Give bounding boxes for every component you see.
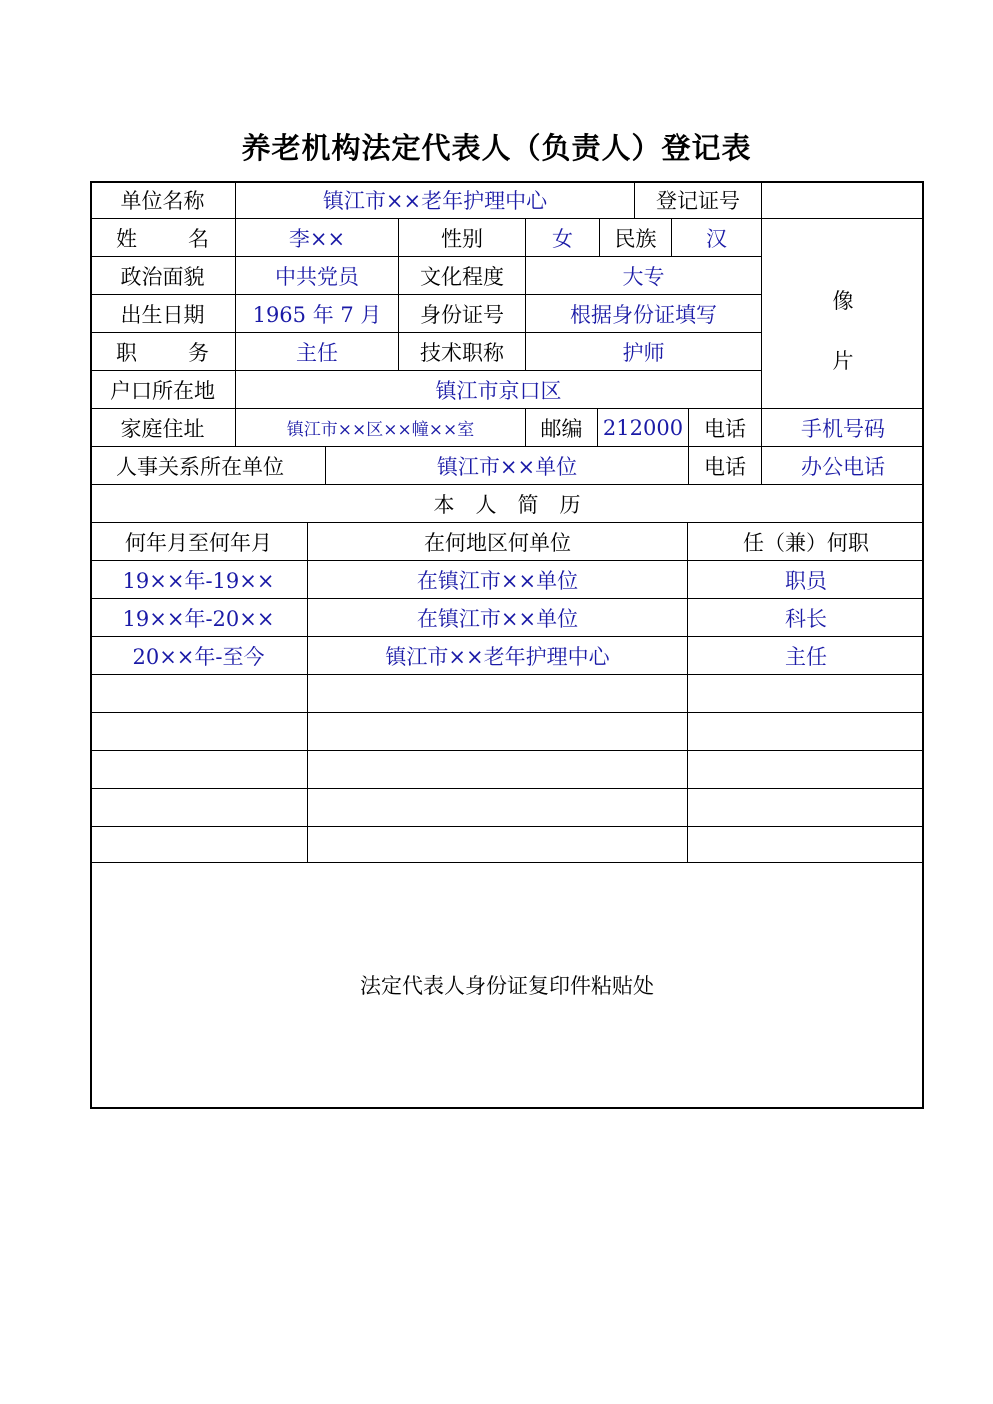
resume-row-6-post[interactable]: [688, 751, 924, 789]
label-household: 户口所在地: [90, 371, 236, 409]
resume-row-7-period[interactable]: [90, 789, 308, 827]
resume-row-5-post[interactable]: [688, 713, 924, 751]
resume-col-unit: 在何地区何单位: [308, 523, 688, 561]
label-birth: 出生日期: [90, 295, 236, 333]
label-phone: 电话: [689, 409, 762, 447]
label-hr-unit: 人事关系所在单位: [90, 447, 326, 485]
label-tech-title: 技术职称: [399, 333, 526, 371]
registration-form: [90, 181, 924, 1109]
label-phone-2: 电话: [689, 447, 762, 485]
id-paste-area: 法定代表人身份证复印件粘贴处: [360, 974, 654, 998]
value-household[interactable]: 镇江市京口区: [236, 371, 762, 409]
value-education[interactable]: 大专: [526, 257, 762, 295]
value-position[interactable]: 主任: [236, 333, 399, 371]
resume-row-7-post[interactable]: [688, 789, 924, 827]
label-position-2: 务: [188, 340, 209, 365]
value-postcode[interactable]: 212000: [598, 409, 689, 447]
resume-row-3-post[interactable]: 主任: [688, 637, 924, 675]
value-reg-no[interactable]: [762, 181, 924, 219]
resume-row-1-post[interactable]: 职员: [688, 561, 924, 599]
resume-row-6-unit[interactable]: [308, 751, 688, 789]
resume-row-8-unit[interactable]: [308, 827, 688, 863]
value-name[interactable]: 李××: [236, 219, 399, 257]
resume-row-7-unit[interactable]: [308, 789, 688, 827]
resume-row-2-period[interactable]: 19××年-20××: [90, 599, 308, 637]
label-id-no: 身份证号: [399, 295, 526, 333]
value-hr-unit[interactable]: 镇江市××单位: [326, 447, 689, 485]
value-office-phone[interactable]: 办公电话: [762, 447, 924, 485]
resume-row-5-unit[interactable]: [308, 713, 688, 751]
resume-row-2-unit[interactable]: 在镇江市××单位: [308, 599, 688, 637]
resume-row-3-period[interactable]: 20××年-至今: [90, 637, 308, 675]
label-name: [90, 219, 236, 257]
label-unit-name: 单位名称: [90, 181, 236, 219]
photo-box[interactable]: [762, 219, 924, 409]
label-position: [90, 333, 236, 371]
label-education: 文化程度: [399, 257, 526, 295]
resume-row-3-unit[interactable]: 镇江市××老年护理中心: [308, 637, 688, 675]
resume-row-8-period[interactable]: [90, 827, 308, 863]
value-id-no[interactable]: 根据身份证填写: [526, 295, 762, 333]
resume-row-5-period[interactable]: [90, 713, 308, 751]
resume-row-4-post[interactable]: [688, 675, 924, 713]
resume-row-6-period[interactable]: [90, 751, 308, 789]
value-political[interactable]: 中共党员: [236, 257, 399, 295]
resume-row-2-post[interactable]: 科长: [688, 599, 924, 637]
resume-row-8-post[interactable]: [688, 827, 924, 863]
value-unit-name[interactable]: 镇江市××老年护理中心: [236, 181, 635, 219]
resume-row-1-period[interactable]: 19××年-19××: [90, 561, 308, 599]
resume-row-4-unit[interactable]: [308, 675, 688, 713]
label-reg-no: 登记证号: [635, 181, 762, 219]
photo-label-1: 像: [832, 289, 854, 313]
resume-heading: 本 人 简 历: [90, 485, 924, 523]
form-title: 养老机构法定代表人（负责人）登记表: [241, 131, 752, 165]
resume-col-period: 何年月至何年月: [90, 523, 308, 561]
label-gender: 性别: [399, 219, 526, 257]
label-political: 政治面貌: [90, 257, 236, 295]
resume-col-post: 任（兼）何职: [688, 523, 924, 561]
label-home-address: 家庭住址: [90, 409, 236, 447]
resume-row-4-period[interactable]: [90, 675, 308, 713]
label-name-1: 姓: [116, 226, 137, 251]
photo-label-2: 片: [832, 349, 854, 373]
label-postcode: 邮编: [526, 409, 598, 447]
value-gender[interactable]: 女: [526, 219, 600, 257]
value-ethnicity[interactable]: 汉: [672, 219, 762, 257]
resume-row-1-unit[interactable]: 在镇江市××单位: [308, 561, 688, 599]
value-birth[interactable]: 1965 年 7 月: [236, 295, 399, 333]
value-mobile[interactable]: 手机号码: [762, 409, 924, 447]
label-position-1: 职: [116, 340, 137, 365]
value-tech-title[interactable]: 护师: [526, 333, 762, 371]
label-name-2: 名: [188, 226, 209, 251]
label-ethnicity: 民族: [600, 219, 672, 257]
value-home-address[interactable]: 镇江市××区××幢××室: [236, 409, 526, 447]
